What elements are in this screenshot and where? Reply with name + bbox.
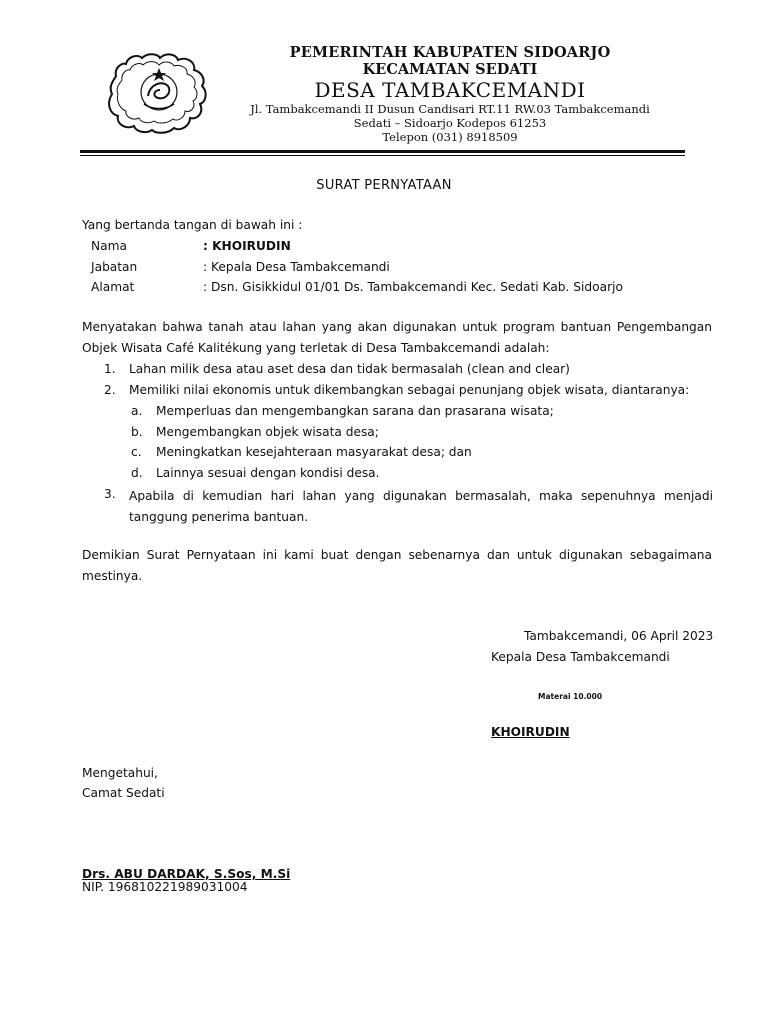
subpoint-letter: c. <box>131 445 142 459</box>
signature-position: Kepala Desa Tambakcemandi <box>491 650 670 664</box>
signatory-name: KHOIRUDIN <box>491 725 570 739</box>
letterhead-phone: Telepon (031) 8918509 <box>382 130 518 144</box>
point-number: 3. <box>104 487 116 501</box>
subpoint-letter: d. <box>131 466 143 480</box>
signature-place-date: Tambakcemandi, 06 April 2023 <box>524 629 714 643</box>
identity-label-position: Jabatan <box>91 260 138 274</box>
statement-paragraph: Menyatakan bahwa tanah atau lahan yang akan digunakan untuk program bantuan Pengembangan Objek Wisata Café Kalitékung yang terletak di Desa Tambakcemandi adalah: <box>82 320 712 355</box>
letterhead-rule-thin <box>80 155 685 156</box>
identity-value-position: : Kepala Desa Tambakcemandi <box>203 260 390 274</box>
document-title: SURAT PERNYATAAN <box>316 178 452 193</box>
point-text: Apabila di kemudian hari lahan yang digunakan bermasalah, maka sepenuhnya menjadi tanggung penerima bantuan. <box>129 489 713 524</box>
letterhead-address-city: Sedati – Sidoarjo Kodepos 61253 <box>353 116 547 130</box>
acknowledge-nip: NIP. 196810221989031004 <box>82 880 248 894</box>
identity-label-address: Alamat <box>91 280 135 294</box>
identity-label-name: Nama <box>91 239 127 253</box>
letterhead-district: KECAMATAN SEDATI <box>362 61 538 78</box>
identity-value-address: : Dsn. Gisikkidul 01/01 Ds. Tambakcemandi Kec. Sedati Kab. Sidoarjo <box>203 280 623 294</box>
stamp-duty-label: Materai 10.000 <box>538 692 603 701</box>
letterhead-village: DESA TAMBAKCEMANDI <box>314 78 586 102</box>
point-number: 1. <box>104 362 116 376</box>
letterhead <box>230 44 670 144</box>
point-text: Memiliki nilai ekonomis untuk dikembangkan sebagai penunjang objek wisata, diantaranya: <box>129 383 690 397</box>
letterhead-rule-thick <box>80 150 685 153</box>
point-number: 2. <box>104 383 116 397</box>
letterhead-address: Jl. Tambakcemandi II Dusun Candisari RT.11 RW.03 Tambakcemandi <box>250 102 650 116</box>
subpoint-text: Mengembangkan objek wisata desa; <box>156 425 379 439</box>
intro-text: Yang bertanda tangan di bawah ini : <box>82 218 303 232</box>
letterhead-government: PEMERINTAH KABUPATEN SIDOARJO <box>289 44 611 61</box>
subpoint-text: Memperluas dan mengembangkan sarana dan prasarana wisata; <box>156 404 554 418</box>
point-text: Lahan milik desa atau aset desa dan tidak bermasalah (clean and clear) <box>129 362 570 376</box>
subpoint-letter: b. <box>131 425 143 439</box>
subpoint-letter: a. <box>131 404 143 418</box>
acknowledge-label: Mengetahui, <box>82 766 158 780</box>
closing-paragraph: Demikian Surat Pernyataan ini kami buat dengan sebenarnya dan untuk digunakan sebagaimana mestinya. <box>82 548 712 583</box>
subpoint-text: Lainnya sesuai dengan kondisi desa. <box>156 466 380 480</box>
identity-value-name: : KHOIRUDIN <box>203 239 291 253</box>
acknowledge-position: Camat Sedati <box>82 786 165 800</box>
subpoint-text: Meningkatkan kesejahteraan masyarakat desa; dan <box>156 445 472 459</box>
acknowledge-name: Drs. ABU DARDAK, S.Sos, M.Si <box>82 867 291 881</box>
regency-crest-icon <box>104 46 214 138</box>
